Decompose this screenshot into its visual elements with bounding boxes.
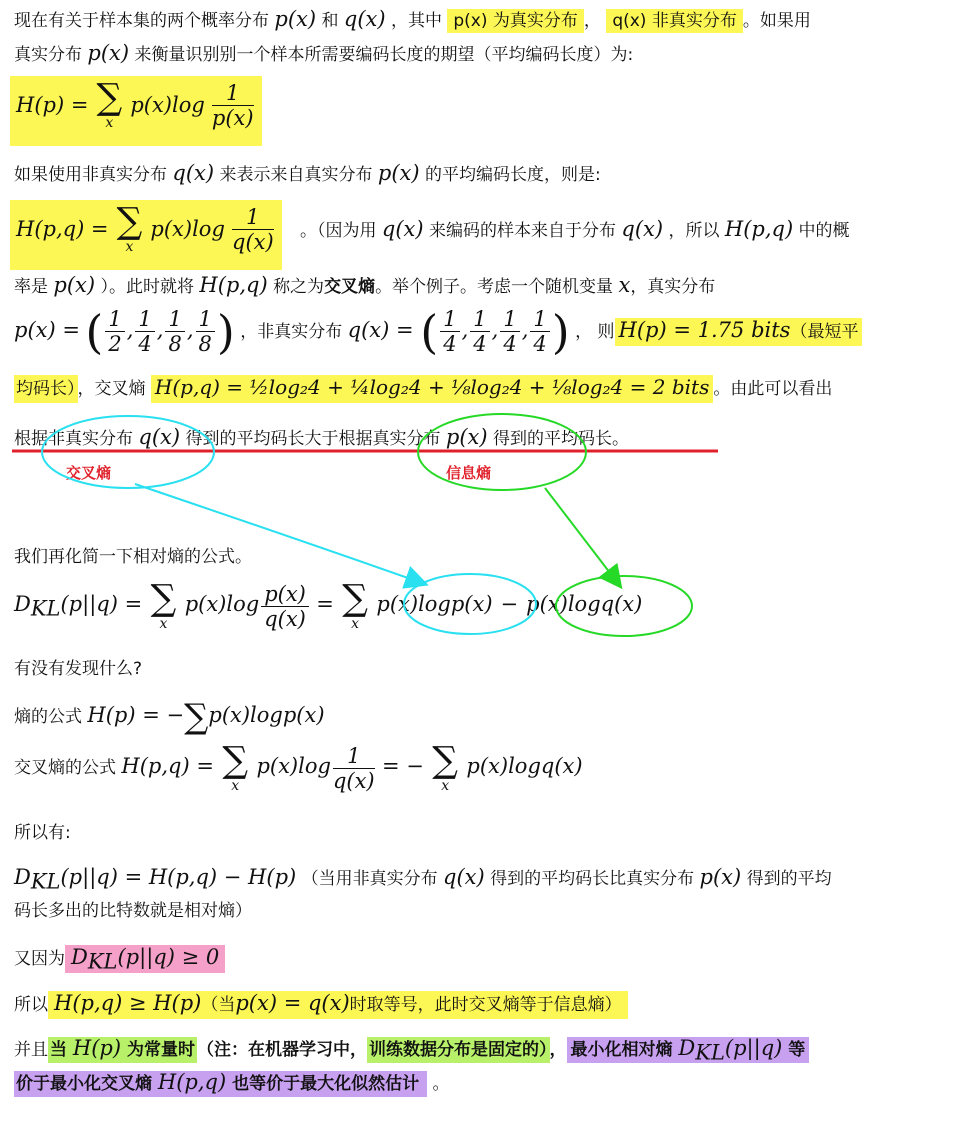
bold-text: （注：在机器学习中， bbox=[197, 1040, 367, 1060]
math-p: p(x) bbox=[699, 865, 742, 889]
math: H(p,q) = bbox=[121, 754, 214, 778]
highlight-hpq-geq-hp bbox=[48, 991, 628, 1019]
text: 根据非真实分布 bbox=[14, 429, 133, 449]
text: 熵的公式 bbox=[14, 707, 82, 727]
math: D bbox=[71, 945, 88, 969]
text: 和 bbox=[321, 11, 339, 31]
math-sub: KL bbox=[695, 1040, 725, 1065]
den: q(x) bbox=[232, 229, 274, 254]
fraction bbox=[212, 81, 254, 130]
text: 等 bbox=[788, 1040, 806, 1060]
math-p: p(x) bbox=[87, 41, 130, 65]
num: 1 bbox=[212, 81, 254, 106]
para8: 有没有发现什么? bbox=[14, 659, 143, 679]
text: 来编码的样本来自于分布 bbox=[428, 221, 616, 241]
text: （当 bbox=[201, 995, 236, 1015]
den: q(x) bbox=[264, 606, 306, 631]
text: q(x) 非真实分布 bbox=[612, 11, 737, 31]
math-q: q(x) bbox=[138, 425, 181, 449]
text: 称之为 bbox=[273, 277, 325, 297]
math: p(x)log bbox=[256, 754, 331, 778]
text: 中的概 bbox=[798, 221, 850, 241]
math: (p||q) bbox=[724, 1036, 783, 1060]
paren-close: ) bbox=[216, 305, 235, 359]
text: 为常量时 bbox=[127, 1040, 195, 1060]
formula-dkl bbox=[14, 574, 642, 638]
num: 1 bbox=[232, 205, 274, 230]
q-dist-values: $\frac{1}{4}$ , $\frac{1}{4}$ , $\frac{1}{4}$ , $\frac{1}{4}$ bbox=[438, 318, 552, 342]
text: 来衡量识别别一个样本所需要编码长度的期望（平均编码长度）为: bbox=[134, 45, 634, 65]
sum-symbol: ∑ x bbox=[432, 740, 458, 794]
math: − bbox=[500, 592, 519, 616]
math: H(p) bbox=[72, 1036, 122, 1060]
math: H(p) = bbox=[16, 93, 89, 117]
math: H(p,q) bbox=[157, 1070, 227, 1094]
math-q: q(x) bbox=[347, 318, 390, 342]
math: D bbox=[14, 592, 31, 616]
math: H(p,q) = bbox=[16, 217, 109, 241]
para-hpq-tail bbox=[300, 216, 850, 244]
text: 。如果用 bbox=[742, 11, 811, 31]
text: 交叉熵的公式 bbox=[14, 758, 116, 778]
math-p: p(x) bbox=[377, 161, 420, 185]
math-q: q(x) bbox=[443, 865, 485, 889]
math: p(x)log bbox=[184, 592, 260, 616]
sum-symbol: ∑ x bbox=[150, 578, 177, 632]
math: p(x)logp(x) bbox=[208, 703, 325, 727]
text: （当用非真实分布 bbox=[301, 869, 438, 889]
num: p(x) bbox=[261, 582, 309, 607]
text: 并且 bbox=[14, 1040, 48, 1060]
sum-symbol: ∑ x bbox=[96, 77, 123, 131]
math: p(x)log bbox=[130, 93, 205, 117]
para2 bbox=[14, 160, 601, 188]
math-hpq: H(p,q) bbox=[199, 273, 268, 297]
math-hp-value: H(p) = 1.75 bits bbox=[618, 318, 791, 342]
text: 真实分布 bbox=[14, 45, 82, 65]
math-q: q(x) bbox=[621, 217, 664, 241]
text: 当 bbox=[50, 1040, 67, 1060]
fraction bbox=[333, 744, 375, 793]
bold-text: 交叉熵 bbox=[324, 277, 376, 297]
text: 所以 bbox=[14, 995, 48, 1015]
math: p(x)log bbox=[150, 217, 225, 241]
text: ，真实分布 bbox=[630, 277, 716, 297]
math: H(p,q) ≥ H(p) bbox=[54, 991, 202, 1015]
highlight-min-relative-entropy bbox=[567, 1037, 810, 1063]
text: ，非真实分布 bbox=[240, 322, 343, 342]
math-term-information: p(x)logp(x) bbox=[376, 592, 493, 616]
para4: p(x) = ( $\frac{1}{2}$ , $\frac{1}{4}$ , $\frac{1}{8}$ , $\frac{1}{8}$ ) ，非真实分布 q(x) = ( $\frac{1}{4}$ , $\frac{1}{4}$ , $\frac{1}{4}$ , $\frac{1}{4}$ ) ， 则 H(p) = 1.75 bits（最短平 bbox=[14, 302, 862, 360]
math-formula: H(p,q) = ½log₂4 + ¼log₂4 + ⅛log₂4 + ⅛log₂4 = 2 bits bbox=[154, 375, 710, 399]
math-sub: KL bbox=[87, 949, 118, 974]
highlight-cross-entropy-example bbox=[151, 375, 713, 403]
text: 。由此可以看出 bbox=[713, 379, 833, 399]
sum-sub: x bbox=[105, 115, 114, 131]
math: p(x)logq(x) bbox=[466, 754, 583, 778]
highlight-min-cross-entropy bbox=[14, 1071, 427, 1097]
para10-line1 bbox=[14, 864, 832, 894]
highlight-hp-constant bbox=[48, 1037, 197, 1063]
highlight-hp bbox=[615, 318, 863, 346]
para11 bbox=[14, 940, 225, 978]
math: (p||q) = bbox=[60, 592, 143, 616]
text: 价于最小化交叉熵 bbox=[16, 1074, 152, 1094]
text: 得到的平均码长大于根据真实分布 bbox=[185, 429, 441, 449]
num: 1 bbox=[333, 744, 375, 769]
math-hpq: H(p,q) bbox=[724, 217, 794, 241]
highlight-text: 均码长） bbox=[14, 375, 78, 403]
text: （最短平 bbox=[790, 322, 859, 342]
text: 。举个例子。考虑一个随机变量 bbox=[375, 277, 614, 297]
text: 。 bbox=[432, 1074, 450, 1094]
fraction bbox=[261, 582, 309, 631]
highlight-q-false bbox=[606, 9, 743, 33]
formula-cross-entropy-block bbox=[10, 200, 282, 270]
highlight-dkl-nonneg bbox=[65, 945, 225, 973]
para13-line1 bbox=[14, 1032, 809, 1068]
highlight-training-fixed: 训练数据分布是固定的） bbox=[367, 1037, 550, 1063]
green-arrow bbox=[545, 488, 620, 586]
paren-close: ) bbox=[551, 305, 570, 359]
sum-symbol: ∑ x bbox=[116, 201, 143, 255]
paren-open: ( bbox=[420, 305, 439, 359]
annotation-information-entropy: 信息熵 bbox=[446, 464, 492, 482]
text: 又因为 bbox=[14, 949, 65, 969]
cross-entropy-formula bbox=[14, 734, 583, 800]
den: p(x) bbox=[211, 105, 254, 130]
math-q: q(x) bbox=[343, 7, 386, 31]
para1-line1 bbox=[14, 6, 811, 34]
text: ， 则 bbox=[575, 322, 615, 342]
text: 时取等号，此时交叉熵等于信息熵） bbox=[349, 995, 622, 1015]
text: 最小化相对熵 bbox=[570, 1040, 673, 1060]
math-p: p(x) bbox=[53, 273, 96, 297]
para1-line2 bbox=[14, 40, 633, 68]
math-x: x bbox=[618, 273, 631, 297]
math-p: p(x) bbox=[274, 7, 317, 31]
text: 来表示来自真实分布 bbox=[219, 165, 373, 185]
text: ，所以 bbox=[668, 221, 720, 241]
math: p(x) = q(x) bbox=[235, 991, 350, 1015]
para12 bbox=[14, 986, 628, 1022]
text: 率是 bbox=[14, 277, 48, 297]
text: ）。此时就将 bbox=[100, 277, 194, 297]
math: D bbox=[678, 1036, 696, 1060]
text: ，交叉熵 bbox=[77, 379, 146, 399]
math: D bbox=[14, 865, 31, 889]
den: q(x) bbox=[332, 768, 375, 793]
para13-line2 bbox=[14, 1066, 450, 1100]
math-sub: KL bbox=[30, 869, 61, 894]
math: = bbox=[316, 592, 334, 616]
para6 bbox=[14, 424, 629, 452]
para10-line2: 码长多出的比特数就是相对熵） bbox=[14, 901, 252, 921]
para7: 我们再化简一下相对熵的公式。 bbox=[14, 547, 252, 567]
text: 得到的平均码长比真实分布 bbox=[490, 869, 695, 889]
text: 得到的平均码长。 bbox=[492, 429, 629, 449]
annotation-cross-entropy: 交叉熵 bbox=[66, 464, 112, 482]
text: 现在有关于样本集的两个概率分布 bbox=[14, 11, 269, 31]
text: 。（因为用 bbox=[300, 221, 377, 241]
fraction bbox=[232, 205, 274, 254]
math-q: q(x) bbox=[172, 161, 215, 185]
math-p: p(x) bbox=[445, 425, 488, 449]
text: ，其中 bbox=[390, 11, 442, 31]
text: ， bbox=[549, 1040, 567, 1060]
math-term-cross: p(x)logq(x) bbox=[526, 592, 643, 616]
math-q: q(x) bbox=[381, 217, 424, 241]
sum-symbol: ∑ x bbox=[342, 578, 368, 632]
p-dist-values: $\frac{1}{2}$ , $\frac{1}{4}$ , $\frac{1}{8}$ , $\frac{1}{8}$ bbox=[103, 318, 217, 342]
text: 得到的平均 bbox=[746, 869, 832, 889]
sum-sub: x bbox=[125, 239, 134, 255]
text: 也等价于最大化似然估计 bbox=[232, 1074, 420, 1094]
sum-symbol: ∑ x bbox=[222, 740, 249, 794]
paren-open: ( bbox=[85, 305, 104, 359]
entropy-formula: 熵的公式 H(p) = −∑p(x)logp(x) bbox=[14, 697, 325, 737]
para5 bbox=[14, 364, 832, 412]
math: (p||q) = H(p,q) − H(p) bbox=[60, 865, 297, 889]
math: H(p) = − bbox=[87, 703, 185, 727]
highlight-p-true bbox=[447, 9, 584, 33]
para3 bbox=[14, 272, 715, 300]
math-sub: KL bbox=[30, 596, 61, 621]
text: 的平均编码长度，则是: bbox=[424, 165, 601, 185]
text: ， bbox=[583, 11, 601, 31]
formula-entropy-block bbox=[10, 76, 262, 146]
text: p(x) 为真实分布 bbox=[453, 11, 578, 31]
para9: 所以有: bbox=[14, 823, 71, 843]
math: = − bbox=[382, 754, 424, 778]
text: 如果使用非真实分布 bbox=[14, 165, 167, 185]
math: (p||q) ≥ 0 bbox=[117, 945, 220, 969]
math: p(x) = bbox=[14, 318, 80, 342]
